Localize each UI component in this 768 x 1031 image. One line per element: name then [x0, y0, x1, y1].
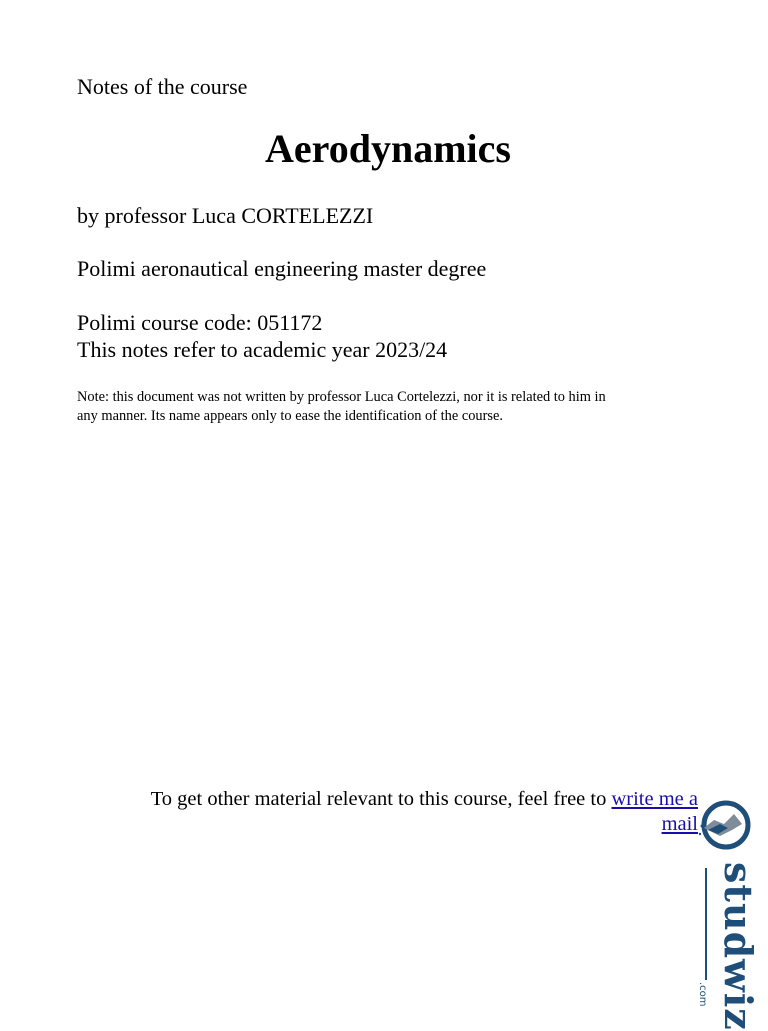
contact-line-2 — [58, 812, 698, 837]
contact-text: To get other material relevant to this course, feel free to — [150, 788, 612, 810]
watermark-suffix: .com — [697, 982, 708, 1007]
disclaimer-line-1: Note: this document was not written by professor Luca Cortelezzi, nor it is related to him in — [77, 389, 606, 405]
page-title: Aerodynamics — [265, 126, 511, 171]
disclaimer-note — [77, 388, 697, 425]
write-mail-link[interactable]: write me a — [611, 788, 698, 810]
author-line: by professor Luca CORTELEZZI — [77, 203, 374, 228]
contact-line-1 — [58, 787, 698, 812]
disclaimer-line-2: any manner. Its name appears only to ease the identification of the course. — [77, 407, 503, 424]
bird-logo-icon — [699, 803, 748, 847]
course-code-line: Polimi course code: 051172 — [77, 310, 323, 335]
course-intro: Notes of the course — [77, 74, 248, 99]
write-mail-link-continued[interactable]: mail — [661, 813, 698, 835]
watermark-brand: studwiz — [716, 862, 761, 1031]
program-line: Polimi aeronautical engineering master degree — [77, 256, 487, 281]
contact-paragraph — [58, 787, 698, 837]
watermark-divider — [705, 868, 707, 980]
academic-year-line: This notes refer to academic year 2023/24 — [77, 337, 448, 362]
